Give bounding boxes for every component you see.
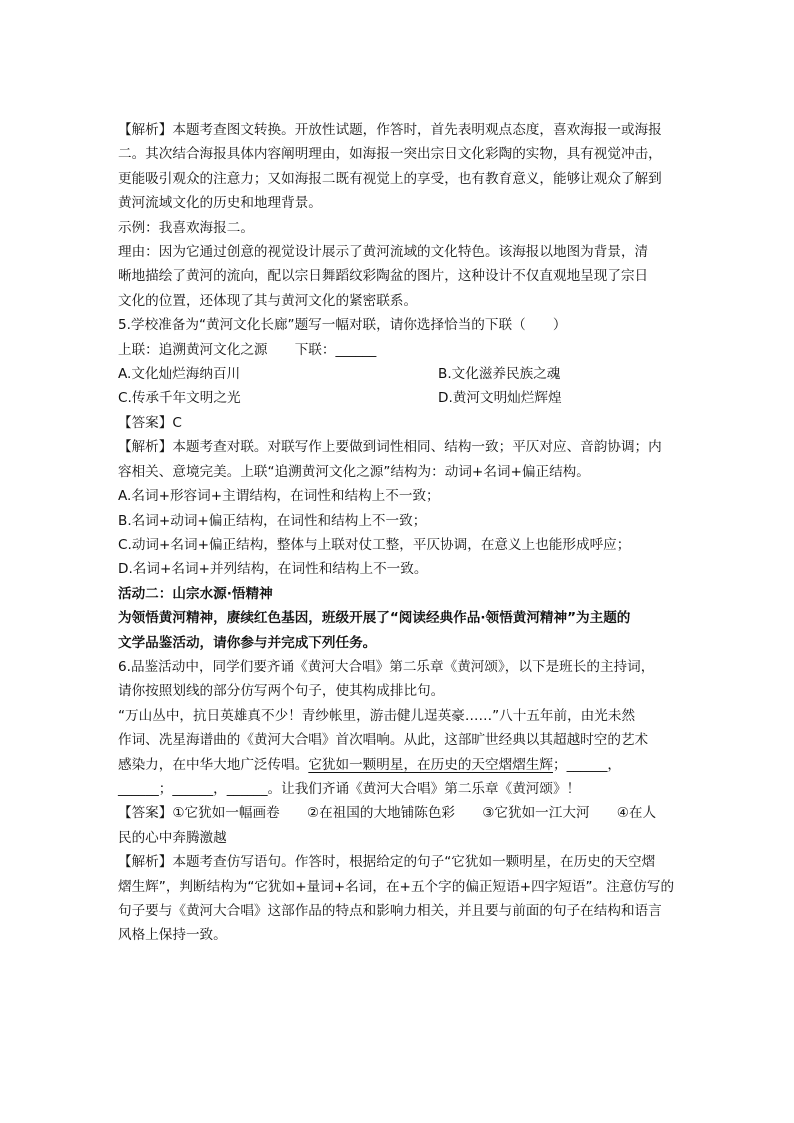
q6-analysis-line: 熠生辉”，判断结构为“它犹如+量词+名词，在+五个字的偏正短语+四字短语”。注意仿写的 — [118, 878, 675, 895]
q5-analysis-option-c: C.动词+名词+偏正结构，整体与上联对仗工整，平仄协调，在意义上也能形成呼应； — [118, 536, 631, 553]
reason-line: 理由：因为它通过创意的视觉设计展示了黄河流域的文化特色。该海报以地图为背景，清 — [118, 244, 649, 261]
option-c: C.传承千年文明之光 — [118, 390, 241, 407]
q6-passage: “万山丛中，抗日英雄真不少！青纱帐里，游击健儿逞英豪……”八十五年前，由光未然 — [118, 707, 636, 724]
example-line: 示例：我喜欢海报二。 — [118, 219, 254, 236]
activity2-intro: 文学品鉴活动，请你参与并完成下列任务。 — [118, 634, 377, 651]
document-page — [118, 118, 678, 948]
q6-analysis-line: 风格上保持一致。 — [118, 927, 227, 944]
analysis-line: 黄河流域文化的历史和地理背景。 — [118, 195, 322, 212]
underlined-sentence: 它犹如一颗明星，在历史的天空熠熠生辉 — [308, 756, 553, 773]
q5-answer: 【答案】C — [118, 414, 182, 431]
analysis-line: 二。其次结合海报具体内容阐明理由，如海报一突出宗日文化彩陶的实物，具有视觉冲击， — [118, 146, 662, 163]
q5-options-row-2 — [118, 386, 678, 410]
q6-question: 6.品鉴活动中，同学们要齐诵《黄河大合唱》第二乐章《黄河颂》，以下是班长的主持词， — [118, 658, 655, 675]
q6-analysis-line: 句子要与《黄河大合唱》这部作品的特点和影响力相关，并且要与前面的句子在结构和语言 — [118, 903, 662, 919]
q5-couplet: 上联：追溯黄河文化之源 下联：______ — [118, 341, 377, 358]
passage-text: 感染力，在中华大地广泛传唱。 — [118, 756, 309, 773]
activity2-section — [118, 582, 678, 655]
q6-analysis-line: 【解析】本题考查仿写语句。作答时，根据给定的句子“它犹如一颗明星，在历史的天空熠 — [118, 854, 656, 871]
passage-text: ；______， — [553, 756, 621, 773]
q5-section — [118, 313, 678, 581]
q5-analysis-line: 【解析】本题考查对联。对联写作上要做到词性相同、结构一致；平仄对应、音韵协调；内 — [118, 439, 662, 456]
q5-options-row-1 — [118, 362, 678, 386]
analysis-line: 【解析】本题考查图文转换。开放性试题，作答时，首先表明观点态度，喜欢海报一或海报 — [118, 122, 662, 138]
q5-analysis-option-a: A.名词+形容词+主谓结构，在词性和结构上不一致； — [118, 488, 440, 505]
option-b: B.文化滋养民族之魂 — [438, 366, 561, 383]
option-a: A.文化灿烂海纳百川 — [118, 366, 241, 383]
q6-answer: 【答案】①它犹如一幅画卷 ②在祖国的大地铺陈色彩 ③它犹如一江大河 ④在人 — [118, 805, 657, 822]
q6-answer: 民的心中奔腾激越 — [118, 829, 227, 846]
option-d: D.黄河文明灿烂辉煌 — [438, 390, 562, 407]
q5-question: 5.学校准备为“黄河文化长廊”题写一幅对联，请你选择恰当的下联（ ） — [118, 317, 567, 334]
q6-passage: 作词、冼星海谱曲的《黄河大合唱》首次唱响。从此，这部旷世经典以其超越时空的艺术 — [118, 732, 649, 749]
reason-line: 晰地描绘了黄河的流向，配以宗日舞蹈纹彩陶盆的图片，这种设计不仅直观地呈现了宗日 — [118, 268, 649, 285]
q6-question: 请你按照划线的部分仿写两个句子，使其构成排比句。 — [118, 683, 445, 700]
reason-line: 文化的位置，还体现了其与黄河文化的紧密联系。 — [118, 292, 418, 309]
analysis-line: 更能吸引观众的注意力；又如海报二既有视觉上的享受，也有教育意义，能够让观众了解到 — [118, 170, 662, 187]
q5-analysis-line: 容相关、意境完美。上联“追溯黄河文化之源”结构为：动词+名词+偏正结构。 — [118, 463, 590, 480]
activity2-intro: 为领悟黄河精神，赓续红色基因，班级开展了“阅读经典作品·领悟黄河精神”为主题的 — [118, 610, 631, 627]
q6-section — [118, 655, 678, 948]
q6-passage — [118, 753, 678, 777]
activity2-title: 活动二：山宗水源·悟精神 — [118, 585, 273, 602]
q5-analysis-option-b: B.名词+动词+偏正结构，在词性和结构上不一致； — [118, 512, 427, 529]
q6-passage: ______；______，______。让我们齐诵《黄河大合唱》第二乐章《黄河颂》！ — [118, 780, 581, 797]
q4-analysis-section — [118, 118, 678, 313]
q5-analysis-option-d: D.名词+名词+并列结构，在词性和结构上不一致。 — [118, 561, 428, 578]
